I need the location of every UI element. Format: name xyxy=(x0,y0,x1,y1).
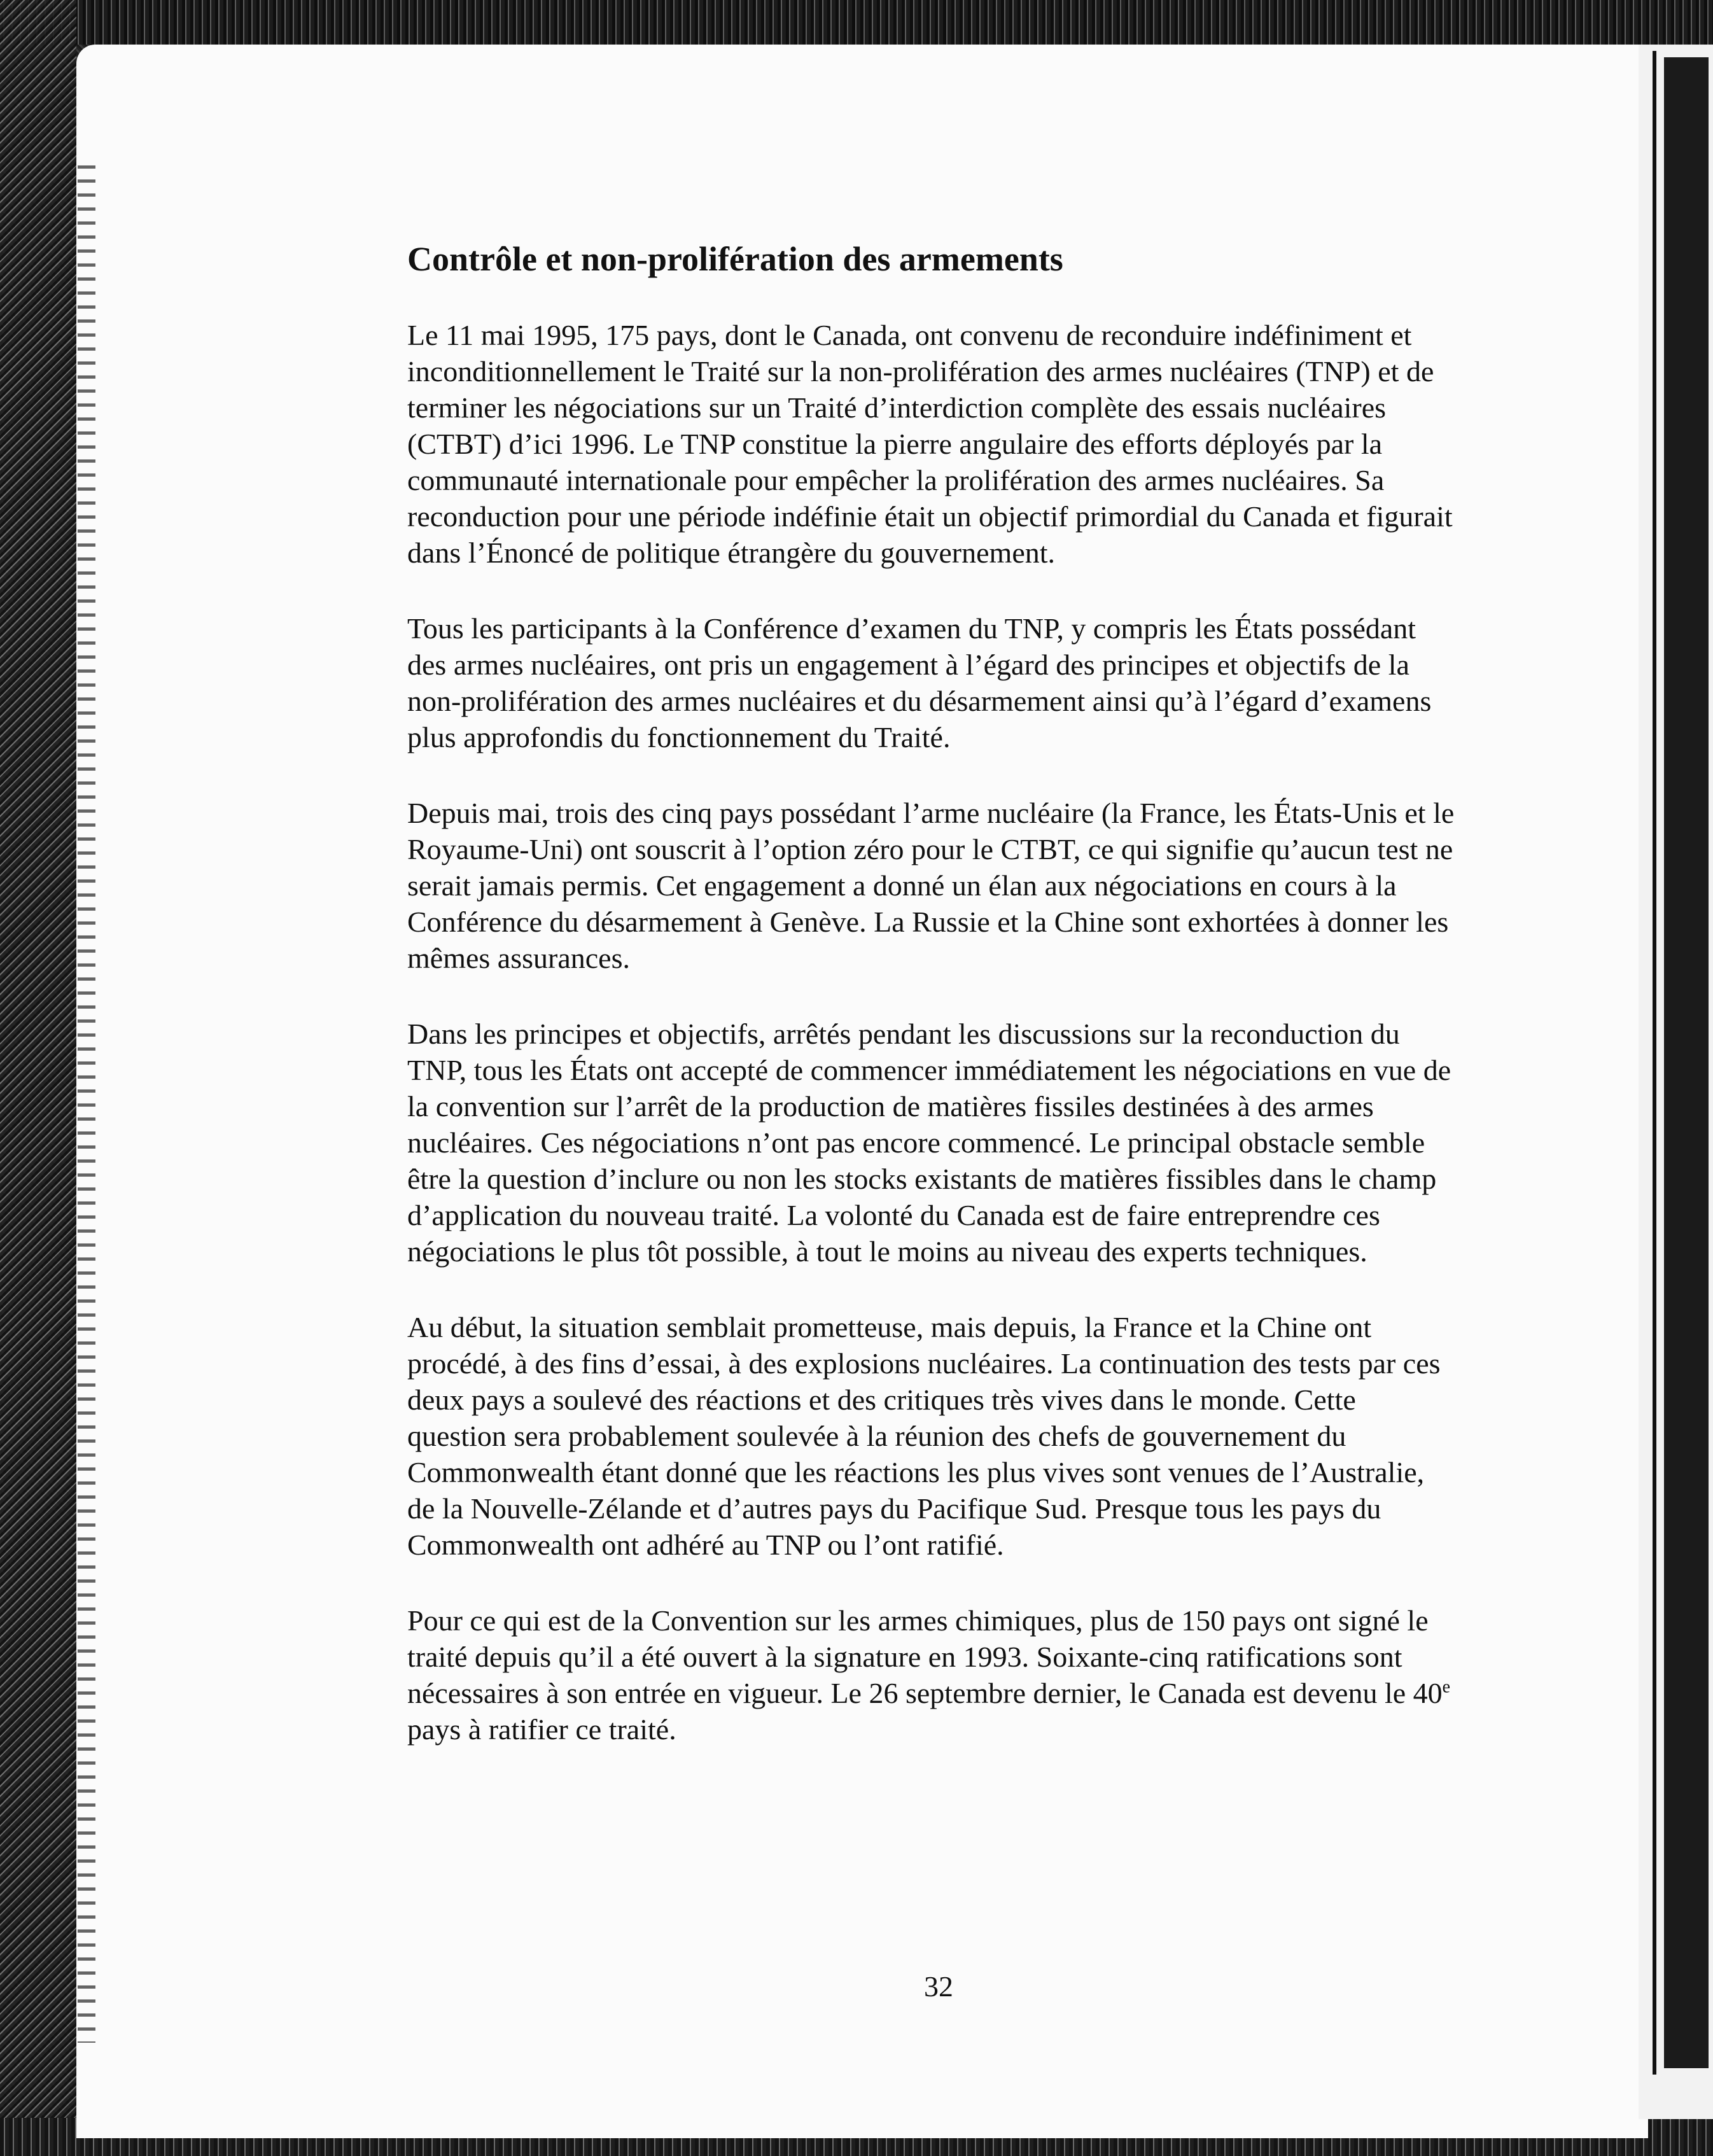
paragraph-6-text-end: pays à ratifier ce traité. xyxy=(407,1712,676,1746)
paragraph-5: Au début, la situation semblait prometteuse, mais depuis, la France et la Chine ont procédé, à des fins d’essai, à des explosions nucléaires. La continuation des tests par ces deux pays a soulevé des réactions et des critiques très vives dans le monde. Cette question sera probablement soulevée à la réunion des chefs de gouvernement du Commonwealth étant donné que les réactions les plus vives sont venues de l’Australie, de la Nouvelle-Zélande et d’autres pays du Pacifique Sud. Presque tous les pays du Commonwealth ont adhéré au TNP ou l’ont ratifié. xyxy=(407,1310,1441,1561)
paragraph-6-text-start: Pour ce qui est de la Convention sur les armes chimiques, plus de 150 pays ont signé le traité depuis qu’il a été ouvert à la signature en 1993. Soixante-cinq ratifications sont nécessaires à son entrée en vigueur. Le 26 septembre dernier, le Canada est devenu le 40 xyxy=(407,1604,1443,1709)
paragraph-6 xyxy=(407,1602,1457,1747)
document-body xyxy=(407,239,1457,1787)
page-right-binding xyxy=(1639,45,1713,2119)
binding-holes xyxy=(78,165,95,2043)
ordinal-superscript: e xyxy=(1442,1677,1451,1697)
paragraph-2: Tous les participants à la Conférence d’examen du TNP, y compris les États possédant des armes nucléaires, ont pris un engagement à l’égard des principes et objectifs de la non-prolifération des armes nucléaires et du désarmement ainsi qu’à l’égard d’examens plus approfondis du fonctionnement du Traité. xyxy=(407,612,1432,753)
paragraph-3: Depuis mai, trois des cinq pays possédant l’arme nucléaire (la France, les États-Unis et le Royaume-Uni) ont souscrit à l’option zéro pour le CTBT, ce qui signifie qu’aucun test ne serait jamais permis. Cet engagement a donné un élan aux négociations en cours à la Conférence du désarmement à Genève. La Russie et la Chine sont exhortées à donner les mêmes assurances. xyxy=(407,796,1455,974)
paragraph-4: Dans les principes et objectifs, arrêtés pendant les discussions sur la reconduction du TNP, tous les États ont accepté de commencer immédiatement les négociations en vue de la convention sur l’arrêt de la production de matières fissiles destinées à des armes nucléaires. Ces négociations n’ont pas encore commencé. Le principal obstacle semble être la question d’inclure ou non les stocks existants de matières fissibles dans le champ d’application du nouveau traité. La volonté du Canada est de faire entreprendre ces négociations le plus tôt possible, à tout le moins au niveau des experts techniques. xyxy=(407,1017,1451,1268)
scan-left-edge xyxy=(0,0,76,2156)
paragraph-1: Le 11 mai 1995, 175 pays, dont le Canada, ont convenu de reconduire indéfiniment et inconditionnellement le Traité sur la non-prolifération des armes nucléaires (TNP) et de terminer les négociations sur un Traité d’interdiction complète des essais nucléaires (CTBT) d’ici 1996. Le TNP constitue la pierre angulaire des efforts déployés par la communauté internationale pour empêcher la prolifération des armes nucléaires. Sa reconduction pour une période indéfinie était un objectif primordial du Canada et figurait dans l’Énoncé de politique étrangère du gouvernement. xyxy=(407,318,1453,569)
scan-top-edge xyxy=(0,0,1713,45)
page-title: Contrôle et non-prolifération des armements xyxy=(407,240,1063,278)
page-number: 32 xyxy=(924,1970,953,2003)
